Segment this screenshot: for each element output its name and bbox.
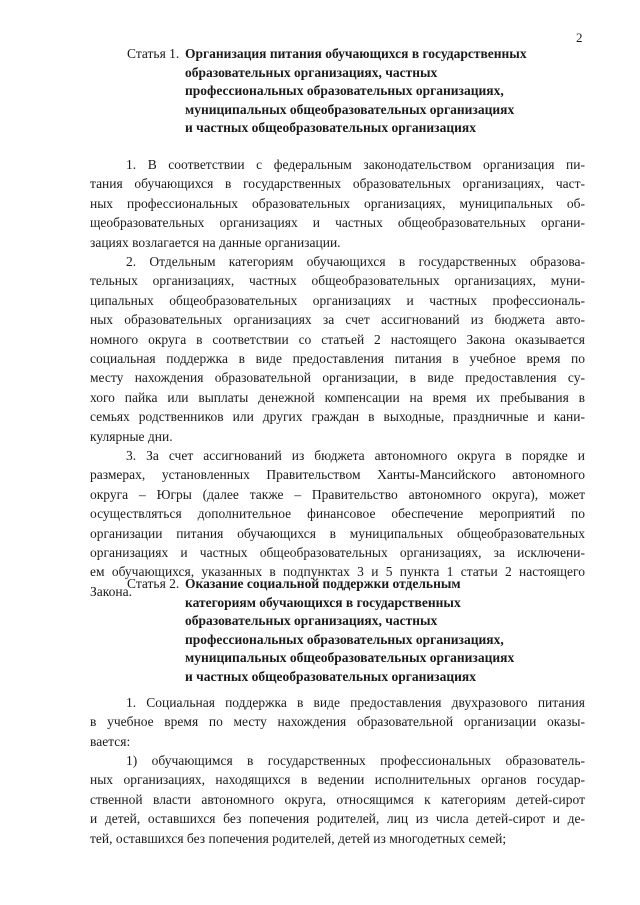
article-2-paragraph-1 xyxy=(90,693,585,751)
paragraph-line: и детей, оставшихся без попечения родителей, лиц из числа детей-сирот и де- xyxy=(90,811,585,827)
paragraph-line: 1. В соответствии с федеральным законодательством организация пи- xyxy=(126,157,585,172)
paragraph-line: зациях возлагается на данные организации. xyxy=(90,234,341,250)
paragraph-line: 2. Отдельным категориям обучающихся в государственных образова- xyxy=(126,254,585,269)
article-2-title-line: профессиональных образовательных организациях, xyxy=(185,631,504,647)
paragraph-line: ем обучающихся, указанных в подпунктах 3 и 5 пункта 1 статьи 2 настоящего xyxy=(90,564,585,580)
paragraph-line: ных образовательных организациях за счет ассигнований из бюджета авто- xyxy=(90,312,585,328)
article-2-heading xyxy=(127,575,597,687)
article-1-prefix: Статья 1. xyxy=(127,46,180,61)
article-2-title-line: образовательных организациях, частных xyxy=(185,613,438,629)
paragraph-line: округа – Югры (далее также – Правительство автономного округа), может xyxy=(90,486,585,502)
article-1-title-line: Организация питания обучающихся в государственных xyxy=(185,46,527,61)
article-2-subparagraph-1 xyxy=(90,751,585,848)
paragraph-line: Закона. xyxy=(90,583,132,599)
article-1-heading xyxy=(127,45,597,138)
article-1-title xyxy=(185,45,585,138)
article-1-paragraph-2 xyxy=(90,252,585,446)
paragraph-line: тельных организациях, частных общеобразовательных организациях, муни- xyxy=(90,273,585,289)
paragraph-line: тания обучающихся в государственных образовательных организациях, част- xyxy=(90,176,585,192)
article-1-paragraph-1 xyxy=(90,155,585,252)
article-2-title xyxy=(185,575,585,687)
paragraph-line: вается: xyxy=(90,733,131,749)
paragraph-line: месту нахождения образовательной организации, в виде предоставления су- xyxy=(90,370,585,386)
paragraph-line: социальная поддержка в виде предоставления питания в учебное время по xyxy=(90,351,585,367)
paragraph-line: семьях родственников или других граждан в выходные, праздничные и кани- xyxy=(90,409,585,425)
paragraph-line: ственной власти автономного округа, относящимся к категориям детей-сирот xyxy=(90,791,585,807)
paragraph-line: хого пайка или выплаты денежной компенсации на время их пребывания в xyxy=(90,389,585,405)
paragraph-line: организации питания обучающихся в муниципальных общеобразовательных xyxy=(90,525,585,541)
article-2-title-line: категориям обучающихся в государственных xyxy=(185,594,461,610)
article-2-title-line: муниципальных общеобразовательных организациях xyxy=(185,650,515,666)
page-number: 2 xyxy=(576,30,583,45)
article-2-title-line: Оказание социальной поддержки отдельным xyxy=(185,576,461,591)
article-1-title-line: образовательных организациях, частных xyxy=(185,64,438,80)
paragraph-line: щеобразовательных организациях и частных общеобразовательных органи- xyxy=(90,215,585,231)
article-2-title-line: и частных общеобразовательных организациях xyxy=(185,668,476,684)
paragraph-line: организациях и частных общеобразовательных организациях, за исключени- xyxy=(90,545,585,561)
paragraph-line: ных организациях, находящихся в ведении исполнительных органов государ- xyxy=(90,772,585,788)
paragraph-line: осуществляться дополнительное финансовое обеспечение мероприятий по xyxy=(90,506,585,522)
paragraph-line: ципальных общеобразовательных организациях и частных профессиональ- xyxy=(90,292,585,308)
paragraph-line: 1. Социальная поддержка в виде предоставления двухразового питания xyxy=(126,695,585,710)
article-1-title-line: и частных общеобразовательных организациях xyxy=(185,120,476,136)
paragraph-line: в учебное время по месту нахождения образовательной организации оказы- xyxy=(90,714,585,730)
paragraph-line: номного округа в соответствии со статьей 2 настоящего Закона оказывается xyxy=(90,331,585,347)
paragraph-line: 3. За счет ассигнований из бюджета автономного округа в порядке и xyxy=(126,448,585,463)
paragraph-line: тей, оставшихся без попечения родителей, детей из многодетных семей; xyxy=(90,830,507,846)
paragraph-line: ных профессиональных образовательных организациях, муниципальных об- xyxy=(90,195,585,211)
article-1-title-line: профессиональных образовательных организациях, xyxy=(185,83,504,99)
paragraph-line: размерах, установленных Правительством Ханты-Мансийского автономного xyxy=(90,467,585,483)
article-1-title-line: муниципальных общеобразовательных организациях xyxy=(185,101,515,117)
paragraph-line: 1) обучающимся в государственных профессиональных образователь- xyxy=(126,753,585,768)
article-2-prefix: Статья 2. xyxy=(127,576,180,591)
paragraph-line: кулярные дни. xyxy=(90,428,173,444)
